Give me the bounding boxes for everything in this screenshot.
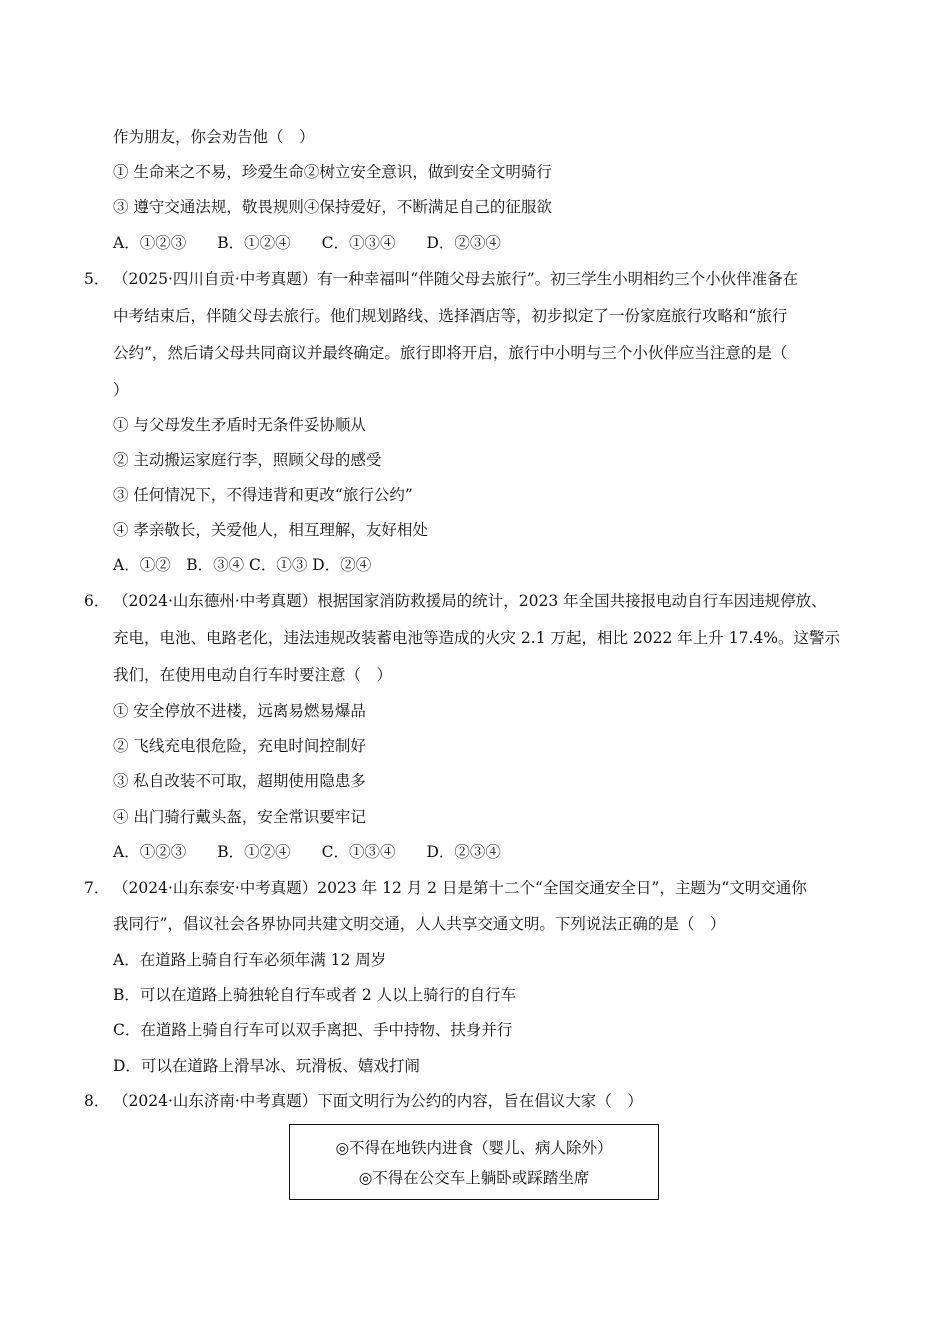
q8-box-rule-2: ◎不得在公交车上躺卧或踩踏坐席 (358, 1169, 590, 1187)
q7-text-line-1: （2024·山东泰安·中考真题）2023 年 12 月 2 日是第十二个“全国交通安全日”，主题为“文明交通你 (113, 879, 807, 897)
q6-number: 6． (84, 592, 110, 610)
q5-text-line-3: 公约”，然后请父母共同商议并最终确定。旅行即将开启，旅行中小明与三个小伙伴应当注意的是（ (113, 344, 788, 362)
q6-statement-2: ② 飞线充电很危险，充电时间控制好 (113, 737, 366, 755)
q6-statement-1: ① 安全停放不进楼，远离易燃易爆品 (113, 702, 366, 720)
q8-number: 8． (84, 1092, 110, 1110)
q6-options: A．①②③ B．①②④ C．①③④ D．②③④ (113, 843, 501, 861)
q7-text-line-2: 我同行”，倡议社会各界协同共建文明交通，人人共享交通文明。下列说法正确的是（ ） (113, 915, 726, 933)
q4-statement-3-4: ③ 遵守交通法规，敬畏规则④保持爱好，不断满足自己的征服欲 (113, 198, 552, 216)
q7-option-b: B．可以在道路上骑独轮自行车或者 2 人以上骑行的自行车 (113, 986, 517, 1004)
q7-number: 7． (84, 879, 110, 897)
q5-number: 5． (84, 270, 110, 288)
q8-text-line-1: （2024·山东济南·中考真题）下面文明行为公约的内容，旨在倡议大家（ ） (113, 1092, 643, 1110)
q5-text-line-1: （2025·四川自贡·中考真题）有一种幸福叫“伴随父母去旅行”。初三学生小明相约三个小伙伴准备在 (113, 270, 799, 288)
q6-statement-4: ④ 出门骑行戴头盔，安全常识要牢记 (113, 808, 366, 826)
q4-stem: 作为朋友，你会劝告他（ ） (113, 128, 315, 146)
q5-text-line-2: 中考结束后，伴随父母去旅行。他们规划路线、选择酒店等，初步拟定了一份家庭旅行攻略和“旅行 (113, 307, 788, 325)
q4-options: A．①②③ B．①②④ C．①③④ D．②③④ (113, 234, 501, 252)
q7-option-d: D．可以在道路上滑旱冰、玩滑板、嬉戏打闹 (113, 1057, 420, 1075)
q7-option-c: C．在道路上骑自行车可以双手离把、手中持物、扶身并行 (113, 1021, 513, 1039)
q6-statement-3: ③ 私自改装不可取，超期使用隐患多 (113, 772, 366, 790)
q5-statement-2: ② 主动搬运家庭行李，照顾父母的感受 (113, 451, 382, 469)
q5-options: A．①② B．③④ C．①③ D．②④ (113, 556, 372, 574)
q4-statement-1-2: ① 生命来之不易，珍爱生命②树立安全意识，做到安全文明骑行 (113, 163, 552, 181)
q5-text-line-4: ） (113, 381, 129, 399)
q5-statement-1: ① 与父母发生矛盾时无条件妥协顺从 (113, 416, 366, 434)
q6-text-line-3: 我们，在使用电动自行车时要注意（ ） (113, 666, 393, 684)
q5-statement-3: ③ 任何情况下，不得违背和更改“旅行公约” (113, 486, 413, 504)
q6-text-line-1: （2024·山东德州·中考真题）根据国家消防救援局的统计，2023 年全国共接报电动自行车因违规停放、 (113, 592, 827, 610)
q6-text-line-2: 充电，电池、电路老化，违法违规改装蓄电池等造成的火灾 2.1 万起，相比 2022 年上升 17.4%。这警示 (113, 629, 840, 647)
q8-convention-box (289, 1124, 659, 1200)
q8-box-rule-1: ◎不得在地铁内进食（婴儿、病人除外） (335, 1139, 613, 1157)
q7-option-a: A．在道路上骑自行车必须年满 12 周岁 (113, 951, 387, 969)
q5-statement-4: ④ 孝亲敬长，关爱他人，相互理解，友好相处 (113, 521, 428, 539)
